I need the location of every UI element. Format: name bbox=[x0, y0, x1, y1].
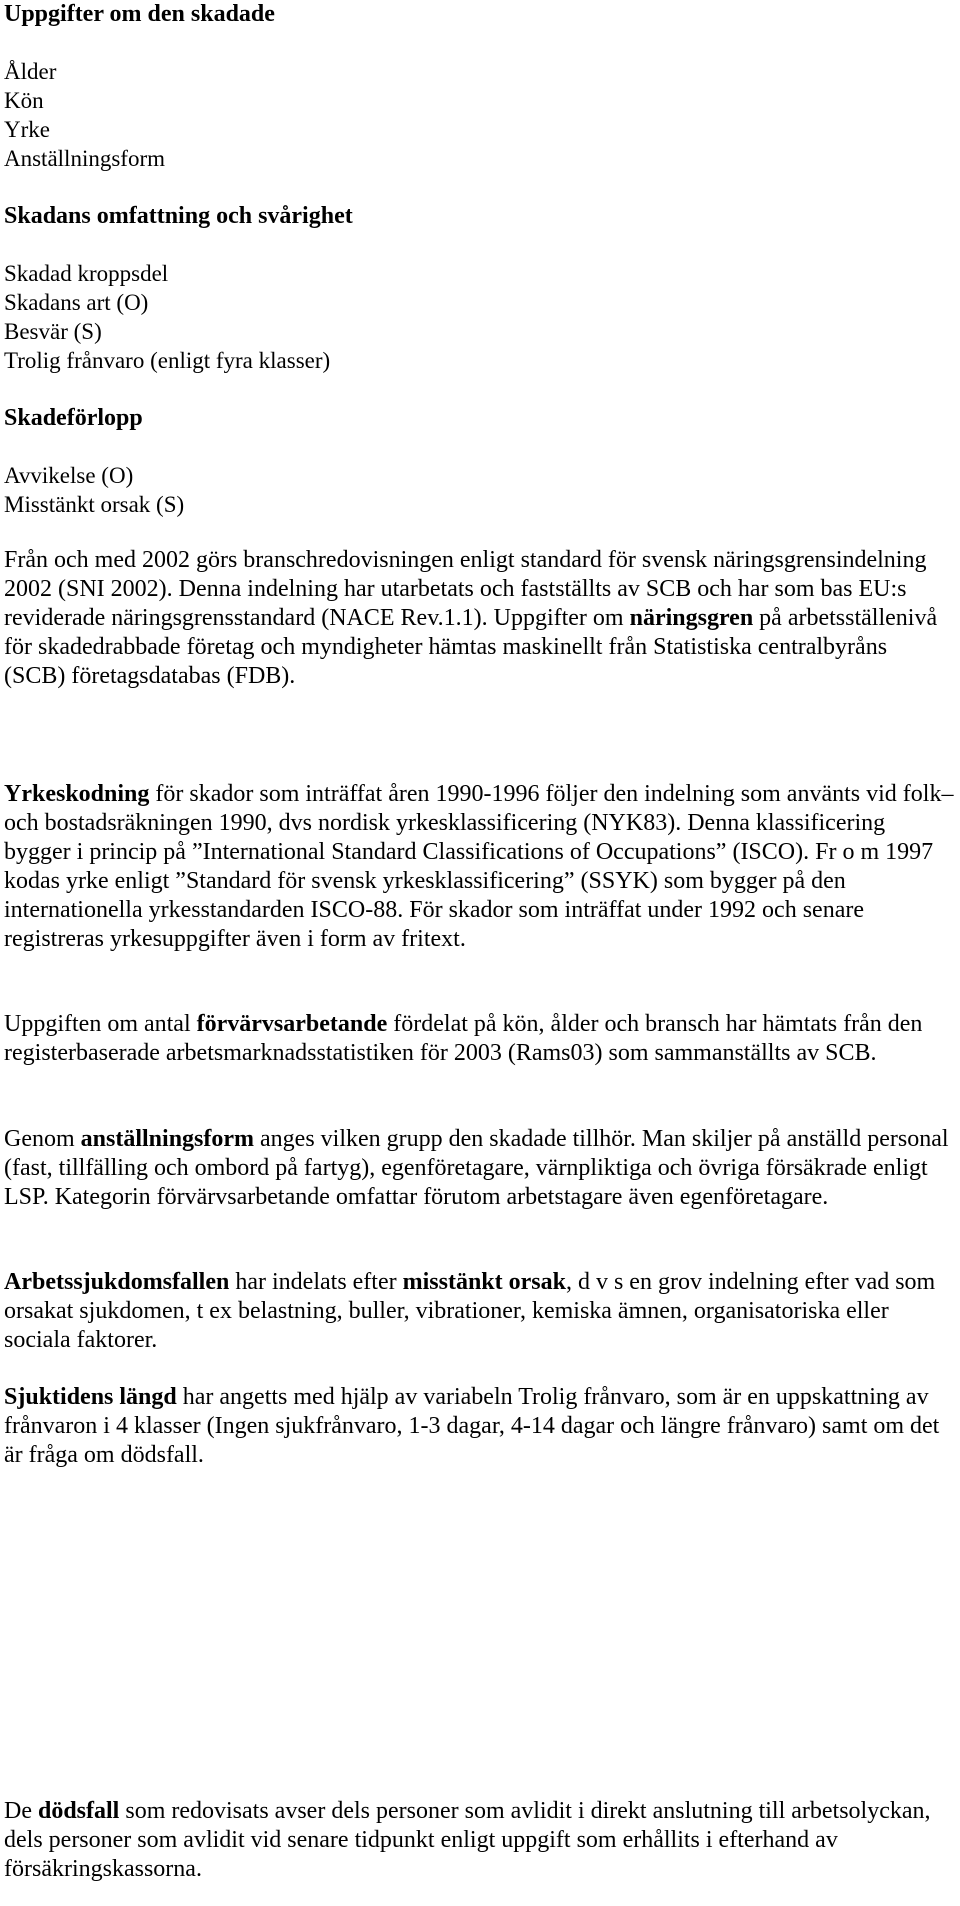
p2-bold-term: Yrkeskodning bbox=[4, 781, 150, 807]
p3-text-a: Uppgiften om antal bbox=[4, 1011, 197, 1037]
p5-bold-term-c: misstänkt orsak bbox=[402, 1269, 566, 1295]
list-item-absence: Trolig frånvaro (enligt fyra klasser) bbox=[4, 348, 331, 373]
p1-bold-term: näringsgren bbox=[629, 605, 754, 631]
section-heading-victim-info: Uppgifter om den skadade bbox=[4, 1, 275, 27]
list-item-body-part: Skadad kroppsdel bbox=[4, 261, 169, 286]
paragraph-fatalities bbox=[4, 1797, 954, 1884]
list-item-age: Ålder bbox=[4, 59, 57, 84]
paragraph-employment-form bbox=[4, 1125, 954, 1212]
list-item-injury-type: Skadans art (O) bbox=[4, 290, 149, 315]
p6-text-b: har angetts med hjälp av variabeln Trolig frånvaro, som är en uppskattning av frånvaron i 4 klasser (Ingen sjukfrånvaro, 1-3 dagar, 4-14 dagar och längre frånvaro) samt om det är fråga om dödsfall. bbox=[4, 1384, 940, 1468]
list-item-suspected-cause: Misstänkt orsak (S) bbox=[4, 492, 185, 517]
list-item-complaint: Besvär (S) bbox=[4, 319, 102, 344]
section-heading-injury-extent: Skadans omfattning och svårighet bbox=[4, 203, 353, 229]
paragraph-occupational-diseases bbox=[4, 1268, 954, 1355]
p1-text-c: på arbetsställenivå för skadedrabbade företag och myndigheter hämtas maskinellt från Statistiska centralbyråns (SCB) företagsdatabas (FDB). bbox=[4, 605, 938, 689]
paragraph-sick-leave-length bbox=[4, 1383, 954, 1470]
paragraph-occupation-coding bbox=[4, 780, 954, 954]
p7-text-c: som redovisats avser dels personer som avlidit i direkt anslutning till arbetsolyckan, dels personer som avlidit vid senare tidpunkt enligt uppgift som erhållits i efterhand av försäkringskassorna. bbox=[4, 1798, 931, 1882]
paragraph-industry-classification bbox=[4, 546, 954, 691]
list-item-sex: Kön bbox=[4, 88, 44, 113]
p7-text-a: De bbox=[4, 1798, 38, 1824]
section-heading-injury-course: Skadeförlopp bbox=[4, 405, 143, 431]
p4-text-c: anges vilken grupp den skadade tillhör. Man skiljer på anställd personal (fast, tillfälling och ombord på fartyg), egenföretagare, värnpliktiga och övriga försäkrade enligt LSP. Kategorin förvärvsarbetande omfattar förutom arbetstagare även egenföretagare. bbox=[4, 1126, 949, 1210]
list-item-employment-form: Anställningsform bbox=[4, 146, 165, 171]
p7-bold-term: dödsfall bbox=[37, 1798, 120, 1824]
p3-bold-term: förvärvsarbetande bbox=[196, 1011, 388, 1037]
p1-text-a: Från och med 2002 görs branschredovisningen enligt standard för svensk näringsgrensindelning 2002 (SNI 2002). Denna indelning har utarbetats och fastställts av SCB och har som bas EU:s reviderade näringsgrensstandard (NACE Rev.1.1). Uppgifter om bbox=[4, 547, 927, 631]
p5-text-b: har indelats efter bbox=[229, 1269, 403, 1295]
p5-bold-term-a: Arbetssjukdomsfallen bbox=[4, 1269, 230, 1295]
list-item-deviation: Avvikelse (O) bbox=[4, 463, 134, 488]
p4-text-a: Genom bbox=[4, 1126, 81, 1152]
p5-text-d: , d v s en grov indelning efter vad som orsakat sjukdomen, t ex belastning, buller, vibrationer, kemiska ämnen, organisatoriska eller sociala faktorer. bbox=[4, 1269, 936, 1353]
p3-text-c: fördelat på kön, ålder och bransch har hämtats från den registerbaserade arbetsmarknadsstatistiken för 2003 (Rams03) som sammanställts av SCB. bbox=[4, 1011, 923, 1066]
p4-bold-term: anställningsform bbox=[80, 1126, 255, 1152]
list-item-occupation: Yrke bbox=[4, 117, 50, 142]
paragraph-employed-persons bbox=[4, 1010, 954, 1068]
p2-text-b: för skador som inträffat åren 1990-1996 följer den indelning som använts vid folk– och bostadsräkningen 1990, dvs nordisk yrkesklassificering (NYK83). Denna klassificering bygger i princip på ”International Standard Classifications of Occupations” (ISCO). Fr o m 1997 kodas yrke enligt ”Standard för svensk yrkesklassificering” (SSYK) som bygger på den internationella yrkesstandarden ISCO-88. För skador som inträffat under 1992 och senare registreras yrkesuppgifter även i form av fritext. bbox=[4, 781, 954, 952]
p6-bold-term: Sjuktidens längd bbox=[4, 1384, 177, 1410]
